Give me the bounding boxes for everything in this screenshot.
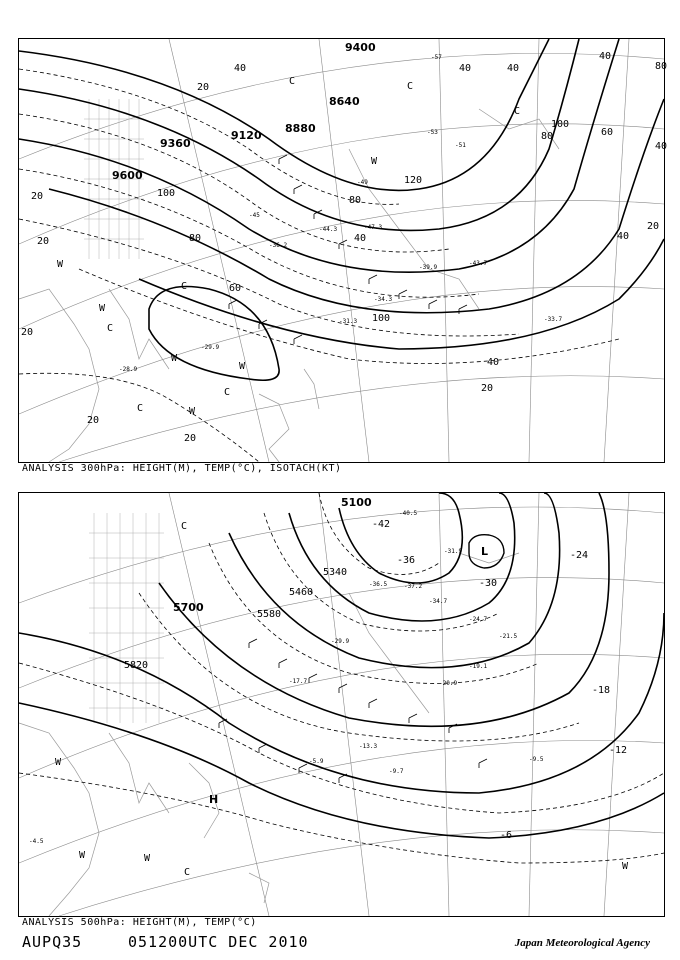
isotach-label: 40: [234, 63, 247, 74]
height-label: 5100: [341, 496, 372, 509]
isotach-label: 20: [31, 191, 44, 202]
temp-value: -4.5: [29, 838, 44, 845]
temp-value: -47.3: [364, 224, 383, 231]
isotach-label: 20: [21, 327, 34, 338]
cold-symbol: C: [514, 106, 521, 117]
caption-500hpa: ANALYSIS 500hPa: HEIGHT(M), TEMP(°C): [22, 917, 257, 928]
isotherm-label: -12: [609, 745, 628, 756]
temp-value: -57: [431, 54, 442, 61]
temp-value: -29.9: [201, 344, 220, 351]
isotach-label: 20: [647, 221, 660, 232]
temp-value: -21.5: [499, 633, 518, 640]
isotach-label: 100: [551, 119, 570, 130]
caption-300hpa: ANALYSIS 300hPa: HEIGHT(M), TEMP(°C), ISOTACH(KT): [22, 463, 342, 474]
isotach-label: 40: [507, 63, 520, 74]
height-label: 9400: [345, 41, 376, 54]
map-500hpa: [18, 492, 665, 917]
height-label: 5820: [124, 660, 149, 671]
temp-value: -43.7: [469, 260, 488, 267]
isotherm-label: -18: [592, 685, 611, 696]
warm-symbol: W: [57, 259, 64, 270]
warm-symbol: W: [239, 361, 246, 372]
cold-symbol: C: [107, 323, 114, 334]
warm-symbol: W: [99, 303, 106, 314]
temp-value: -9.7: [389, 768, 404, 775]
agency-name: Japan Meteorological Agency: [514, 937, 650, 949]
temp-value: -45: [249, 212, 260, 219]
cold-symbol: C: [407, 81, 414, 92]
isotach-label: 20: [184, 433, 197, 444]
cold-symbol: C: [184, 867, 191, 878]
temp-value: -36.5: [369, 581, 388, 588]
height-label: 9360: [160, 137, 191, 150]
warm-symbol: W: [55, 757, 62, 768]
height-label: 8640: [329, 95, 360, 108]
temp-value: -51: [455, 142, 466, 149]
temp-value: -19.1: [469, 663, 488, 670]
temp-value: -34.7: [429, 598, 448, 605]
isotherm-label: -42: [372, 519, 391, 530]
isotherms: [19, 493, 664, 863]
temp-value: -37.2: [404, 583, 423, 590]
isotach-label: 40: [459, 63, 472, 74]
temp-value: -34.3: [374, 296, 393, 303]
temp-value: -24.7: [469, 616, 488, 623]
map-300hpa-canvas: [19, 39, 668, 462]
isotach-label: 80: [541, 131, 554, 142]
isotach-label: 40: [655, 141, 668, 152]
isotach-label: 100: [157, 188, 176, 199]
temp-value: -9.5: [529, 756, 544, 763]
isotach-label: 120: [404, 175, 423, 186]
cold-symbol: C: [289, 76, 296, 87]
isotach-label: 60: [601, 127, 614, 138]
cold-symbol: C: [224, 387, 231, 398]
isotach-label: 20: [197, 82, 210, 93]
temp-value: -44.3: [319, 226, 338, 233]
isotach-label: 100: [372, 313, 391, 324]
high-center-symbol: H: [209, 793, 219, 806]
height-label: 8880: [285, 122, 316, 135]
temp-value: -13.3: [359, 743, 378, 750]
warm-symbol: W: [189, 406, 196, 417]
isotherm-label: -6: [500, 830, 513, 841]
isotach-closed: [149, 287, 279, 381]
isotach-label: 40: [354, 233, 367, 244]
height-label: 9120: [231, 129, 262, 142]
graticule: [19, 493, 664, 916]
height-label: 5340: [323, 567, 348, 578]
isotherm-label: -36: [397, 555, 416, 566]
isotach-label: 20: [37, 236, 50, 247]
isotach-label: 80: [349, 195, 362, 206]
map-300hpa: [18, 38, 668, 463]
isotach-label: 40: [617, 231, 630, 242]
cold-symbol: C: [137, 403, 144, 414]
height-label: 5580: [257, 609, 282, 620]
temp-value: -5.9: [309, 758, 324, 765]
isotach-label: 60: [229, 283, 242, 294]
height-label: 5700: [173, 601, 204, 614]
height-contours: [19, 39, 664, 349]
temp-value: -29.9: [331, 638, 350, 645]
temp-value: -31.3: [339, 318, 358, 325]
warm-symbol: W: [622, 861, 629, 872]
temp-value: -53: [427, 129, 438, 136]
isotach-label: 20: [481, 383, 494, 394]
height-contours: [19, 493, 664, 838]
map-500hpa-canvas: [19, 493, 664, 916]
temp-value: -33.7: [544, 316, 563, 323]
cold-symbol: C: [181, 281, 188, 292]
temp-value: -20.9: [439, 680, 458, 687]
warm-symbol: W: [371, 156, 378, 167]
cold-symbol: C: [181, 521, 188, 532]
temp-value: -39.9: [419, 264, 438, 271]
isotach-label: 80: [655, 61, 668, 72]
temp-value: -17.7: [289, 678, 308, 685]
valid-time: 051200UTC DEC 2010: [128, 933, 309, 951]
height-label: 5460: [289, 587, 314, 598]
isotach-label: 40: [487, 357, 500, 368]
hatch-area: [89, 513, 164, 723]
temp-value: -49: [357, 179, 368, 186]
temp-value: -36.2: [269, 242, 288, 249]
warm-symbol: W: [144, 853, 151, 864]
isotherm-label: -30: [479, 578, 498, 589]
isotherm-label: -24: [570, 550, 589, 561]
isotach-label: 40: [599, 51, 612, 62]
isotach-label: 20: [87, 415, 100, 426]
low-center-symbol: L: [481, 545, 489, 558]
temp-value: -40.5: [399, 510, 418, 517]
height-label: 9600: [112, 169, 143, 182]
isotach-label: 80: [189, 233, 202, 244]
temp-value: -31.9: [444, 548, 463, 555]
warm-symbol: W: [79, 850, 86, 861]
warm-symbol: W: [171, 353, 178, 364]
temp-value: -28.9: [119, 366, 138, 373]
chart-id: AUPQ35: [22, 933, 83, 951]
